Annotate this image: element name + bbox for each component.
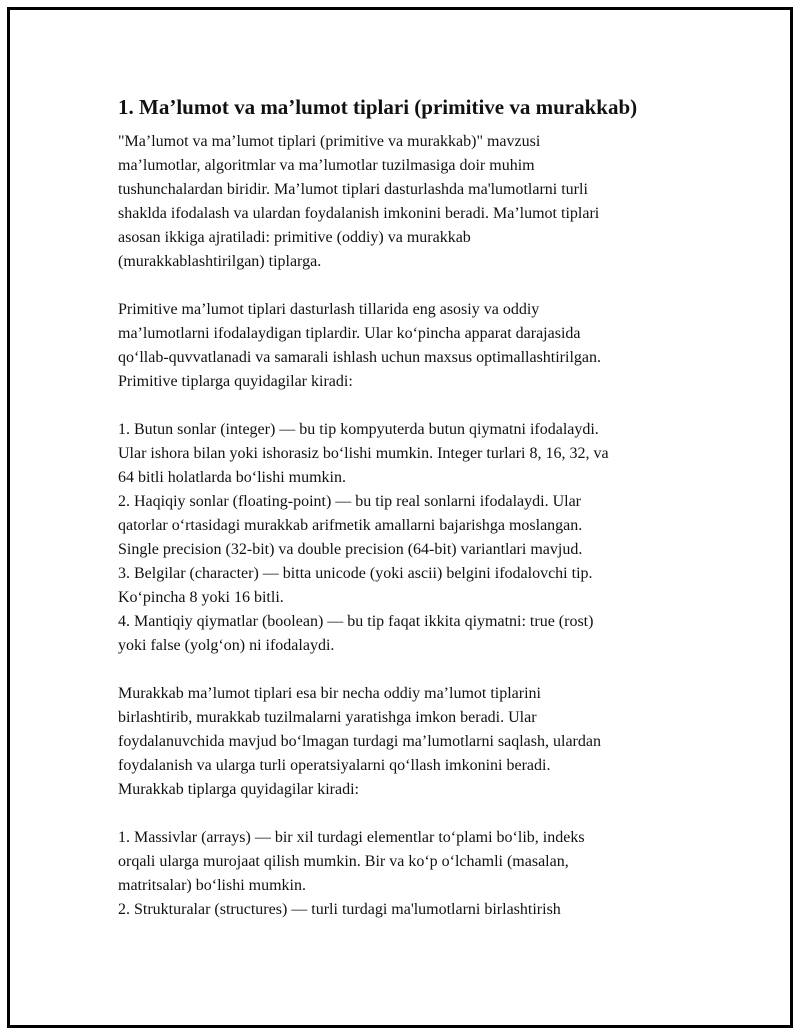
text-line: Murakkab tiplarga quyidagilar kiradi: <box>118 781 359 798</box>
paragraph-gap <box>118 658 688 682</box>
list-item-line: matritsalar) bo‘lishi mumkin. <box>118 877 306 894</box>
text-line: birlashtirib, murakkab tuzilmalarni yaratishga imkon beradi. Ular <box>118 709 537 726</box>
text-line: shaklda ifodalash va ulardan foydalanish imkonini beradi. Ma’lumot tiplari <box>118 205 600 222</box>
paragraph-primitive-list <box>118 418 688 658</box>
paragraph-gap <box>118 274 688 298</box>
list-item-line: 3. Belgilar (character) — bitta unicode (yoki ascii) belgini ifodalovchi tip. <box>118 565 593 582</box>
paragraph-gap <box>118 802 688 826</box>
text-line: ma’lumotlar, algoritmlar va ma’lumotlar tuzilmasiga doir muhim <box>118 157 535 174</box>
text-line: (murakkablashtirilgan) tiplarga. <box>118 253 322 270</box>
list-item-line: 2. Haqiqiy sonlar (floating-point) — bu tip real sonlarni ifodalaydi. Ular <box>118 493 581 510</box>
list-item-line: 1. Massivlar (arrays) — bir xil turdagi elementlar to‘plami bo‘lib, indeks <box>118 829 585 846</box>
section-heading: 1. Ma’lumot va ma’lumot tiplari (primitive va murakkab) <box>118 95 638 119</box>
list-item-line: 64 bitli holatlarda bo‘lishi mumkin. <box>118 469 346 486</box>
text-line: asosan ikkiga ajratiladi: primitive (oddiy) va murakkab <box>118 229 471 246</box>
paragraph-composite-list <box>118 826 688 922</box>
text-line: Murakkab ma’lumot tiplari esa bir necha oddiy ma’lumot tiplarini <box>118 685 541 702</box>
text-line: qo‘llab-quvvatlanadi va samarali ishlash uchun maxsus optimallashtirilgan. <box>118 349 601 366</box>
list-item-line: qatorlar o‘rtasidagi murakkab arifmetik amallarni bajarishga moslangan. <box>118 517 583 534</box>
text-line: Primitive tiplarga quyidagilar kiradi: <box>118 373 353 390</box>
list-item-line: 2. Strukturalar (structures) — turli turdagi ma'lumotlarni birlashtirish <box>118 901 561 918</box>
list-item-line: Single precision (32-bit) va double precision (64-bit) variantlari mavjud. <box>118 541 583 558</box>
document-body <box>118 92 688 922</box>
paragraph-gap <box>118 394 688 418</box>
text-line: "Ma’lumot va ma’lumot tiplari (primitive va murakkab)" mavzusi <box>118 133 541 150</box>
paragraph-intro <box>118 130 688 274</box>
text-line: ma’lumotlarni ifodalaydigan tiplardir. Ular ko‘pincha apparat darajasida <box>118 325 581 342</box>
list-item-line: yoki false (yolg‘on) ni ifodalaydi. <box>118 637 335 654</box>
paragraph-composite <box>118 682 688 802</box>
paragraph-primitive <box>118 298 688 394</box>
list-item-line: Ular ishora bilan yoki ishorasiz bo‘lishi mumkin. Integer turlari 8, 16, 32, va <box>118 445 609 462</box>
text-line: tushunchalardan biridir. Ma’lumot tiplari dasturlashda ma'lumotlarni turli <box>118 181 588 198</box>
list-item-line: orqali ularga murojaat qilish mumkin. Bir va ko‘p o‘lchamli (masalan, <box>118 853 569 870</box>
list-item-line: 1. Butun sonlar (integer) — bu tip kompyuterda butun qiymatni ifodalaydi. <box>118 421 599 438</box>
text-line: foydalanuvchida mavjud bo‘lmagan turdagi ma’lumotlarni saqlash, ulardan <box>118 733 601 750</box>
text-line: foydalanish va ularga turli operatsiyalarni qo‘llash imkonini beradi. <box>118 757 551 774</box>
list-item-line: 4. Mantiqiy qiymatlar (boolean) — bu tip faqat ikkita qiymatni: true (rost) <box>118 613 594 630</box>
text-line: Primitive ma’lumot tiplari dasturlash tillarida eng asosiy va oddiy <box>118 301 540 318</box>
list-item-line: Ko‘pincha 8 yoki 16 bitli. <box>118 589 284 606</box>
